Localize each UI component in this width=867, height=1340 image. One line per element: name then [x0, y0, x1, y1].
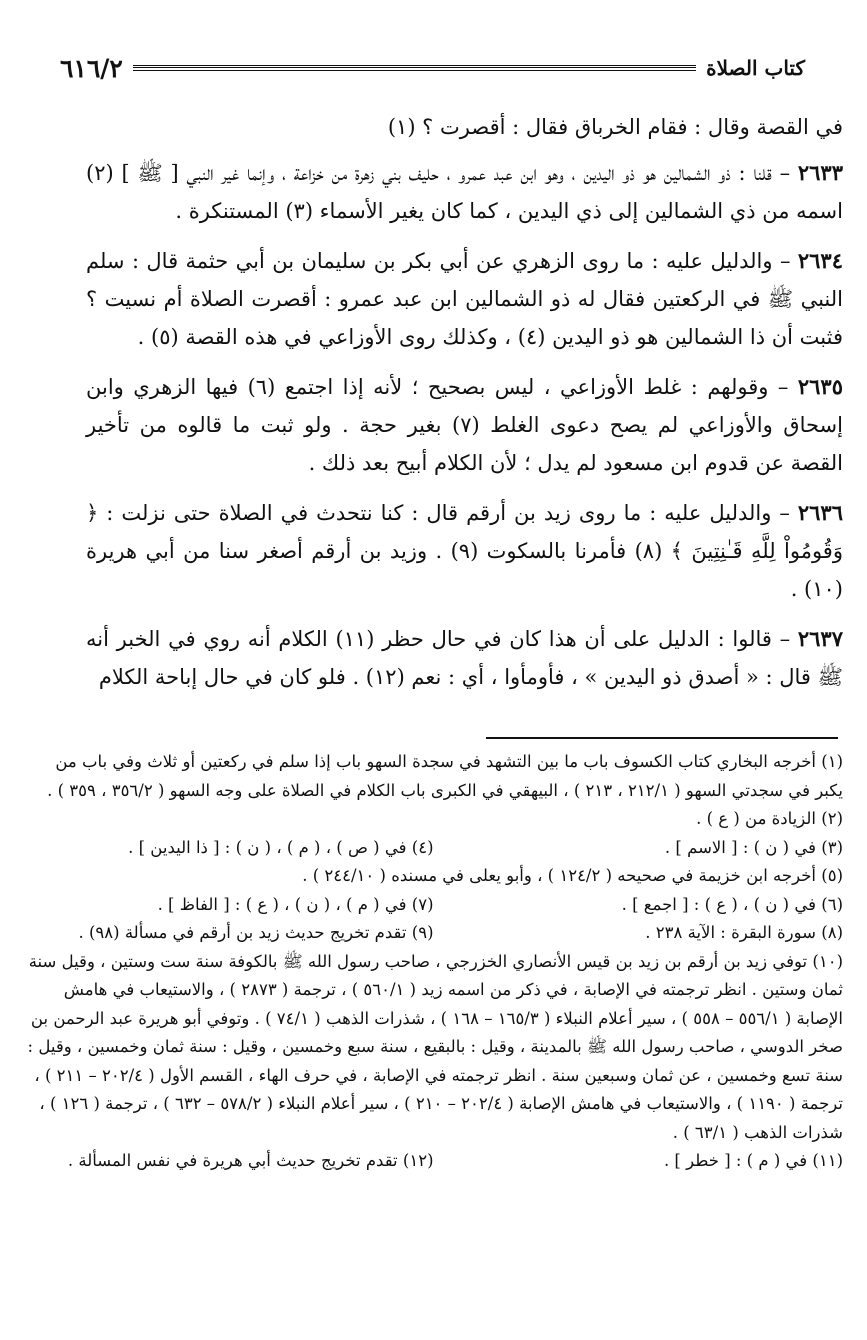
paragraph [86, 620, 843, 696]
running-title: كتاب الصلاة [706, 56, 805, 80]
paragraph [86, 494, 843, 608]
paragraph-text: – قالوا : الدليل على أن هذا كان في حال حظر (١١) الكلام أنه روي في الخبر أنه ﷺ قال : « أصدق ذو اليدين » ، فأومأوا ، أي : نعم (١٢) . فلو كان في حال إباحة الكلام [86, 627, 843, 689]
header-rule [133, 65, 696, 71]
footnote-row [24, 919, 843, 948]
footnote: (٨) سورة البقرة : الآية ٢٣٨ . [645, 923, 843, 942]
footnote: (٥) أخرجه ابن خزيمة في صحيحه ( ١٢٤/٢ ) ، وأبو يعلى في مسنده ( ٢٤٤/١٠ ) . [302, 866, 843, 885]
footnote-row [24, 862, 843, 891]
paragraph-number: ٢٦٣٤ [797, 248, 843, 273]
paragraph-text: – وقولهم : غلط الأوزاعي ، ليس بصحيح ؛ لأنه إذا اجتمع (٦) فيها الزهري وابن إسحاق والأوزاعي لم يصح دعوى الغلط (٧) بغير حجة . ولو ثبت ما قالوه من تأخير القصة عن قدوم ابن مسعود لم يدل ؛ لأن الكلام أبيح بعد ذلك . [86, 375, 843, 475]
footnote-row [24, 891, 843, 920]
footnote-divider [486, 737, 838, 739]
footnote: (٤) في ( ص ) ، ( م ) ، ( ن ) : [ ذا اليدين ] . [128, 837, 434, 857]
footnote-row [24, 1147, 843, 1176]
footnote: (٧) في ( م ) ، ( ن ) ، ( ع ) : [ الفاظ ] . [157, 894, 434, 914]
footnote: (١) أخرجه البخاري كتاب الكسوف باب ما بين التشهد في سجدة السهو باب إذا سلم في ركعتين أو ثلاث وفي باب من يكبر في سجدتي السهو ( ٢١٢/١ ، ٢١٣ ) ، البيهقي في الكبرى باب الكلام في الصلاة على وجه السهو ( ٣٥٦/٢ ، ٣٥٩ ) . [47, 752, 843, 800]
footnotes [24, 748, 843, 1176]
footnote: (٦) في ( ن ) ، ( ع ) : [ اجمع ] . [621, 894, 843, 914]
page-header [60, 48, 805, 88]
paragraph [86, 242, 843, 356]
paragraph-number: ٢٦٣٥ [797, 374, 843, 399]
paragraph-text: – قلنا : ذو الشمالين هو ذو اليدين ، وهو ابن عبد عمرو ، حليف بني زهرة من خزاعة ، وإنما غير النبي [ ﷺ ] (٢) اسمه من ذي الشمالين إلى ذي اليدين ، كما كان يغير الأسماء (٣) المستنكرة . [86, 161, 843, 223]
paragraph-number: ٢٦٣٦ [797, 500, 843, 525]
footnote: (١٢) تقدم تخريج حديث أبي هريرة في نفس المسألة . [67, 1151, 434, 1170]
paragraph-number: ٢٦٣٧ [797, 626, 843, 651]
footnote-row [24, 748, 843, 805]
paragraph [86, 368, 843, 482]
footnote-row [24, 834, 843, 863]
footnote: (٢) الزيادة من ( ع ) . [696, 809, 843, 828]
footnote-row [24, 805, 843, 834]
page-number: ٦١٦/٢ [60, 53, 123, 83]
footnote-row [24, 948, 843, 1148]
footnote: (١١) في ( م ) : [ خطر ] . [663, 1151, 843, 1170]
footnote: (٩) تقدم تخريج حديث زيد بن أرقم في مسألة (٩٨) . [78, 923, 434, 942]
main-text [86, 108, 843, 708]
paragraph-number: ٢٦٣٣ [797, 160, 843, 185]
paragraph-text: – والدليل عليه : ما روى الزهري عن أبي بكر بن سليمان بن أبي حثمة قال : سلم النبي ﷺ في الركعتين فقال له ذو الشمالين ابن عبد عمرو : أقصرت الصلاة أم نسيت ؟ فثبت أن ذا الشمالين هو ذو اليدين (٤) ، وكذلك روى الأوزاعي في هذه القصة (٥) . [86, 249, 843, 349]
footnote: (٣) في ( ن ) : [ الاسم ] . [664, 837, 843, 857]
paragraph [86, 154, 843, 230]
paragraph-text: في القصة وقال : فقام الخرباق فقال : أقصرت ؟ (١) [387, 115, 843, 139]
paragraph [86, 108, 843, 146]
paragraph-text: – والدليل عليه : ما روى زيد بن أرقم قال : كنا نتحدث في الصلاة حتى نزلت : ﴿ وَقُومُواْ لِلَّهِ قَـٰنِتِينَ ﴾ (٨) فأمرنا بالسكوت (٩) . وزيد بن أرقم أصغر سنا من أبي هريرة (١٠) . [86, 501, 843, 601]
footnote: (١٠) توفي زيد بن أرقم بن زيد بن قيس الأنصاري الخزرجي ، صاحب رسول الله ﷺ بالكوفة سنة ست وستين ، وقيل سنة ثمان وستين . انظر ترجمته في الإصابة ، في ذكر من اسمه زيد ( ٥٦٠/١ ) ، ترجمة ( ٢٨٧٣ ) ، والاستيعاب في هامش الإصابة ( ٥٥٦/١ – ٥٥٨ ) ، سير أعلام النبلاء ( ١٦٥/٣ – ١٦٨ ) ، شذرات الذهب ( ٧٤/١ ) . وتوفي أبو هريرة عبد الرحمن بن صخر الدوسي ، صاحب رسول الله ﷺ بالمدينة ، وقيل : بالبقيع ، سنة سبع وخمسين ، وقيل : سنة ثمان وخمسين ، وقيل : سنة تسع وخمسين ، عن ثمان وسبعين سنة . انظر ترجمته في الإصابة ، في حرف الهاء ، القسم الأول ( ٢٠٢/٤ – ٢١١ ) ، ترجمة ( ١١٩٠ ) ، والاستيعاب في هامش الإصابة ( ٢٠٢/٤ – ٢١٠ ) ، سير أعلام النبلاء ( ٥٧٨/٢ – ٦٣٢ ) ، ترجمة ( ١٢٦ ) ، شذرات الذهب ( ٦٣/١ ) . [27, 951, 843, 1142]
